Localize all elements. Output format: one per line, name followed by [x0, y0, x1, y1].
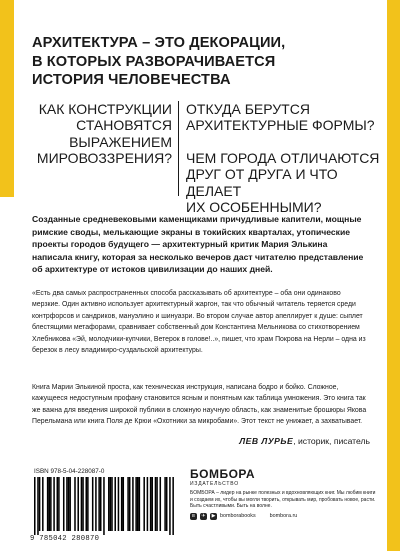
barcode-bar: [118, 477, 120, 531]
review-quote: «Есть два самых распространенных способа рассказывать об архитектуре – оба они одинаково мерзкие. Один активно использует архитектурный жаргон, так что обычный читатель теряется среди контрфорсов и сандриков, мануэлино и шинуазри. Во втором случае автор апеллирует к душе: сыплет блестящими метафорами, сравнивает собственный дом Константина Мельникова со стихотворением Хлебникова «Эй, молодчики-купчики, Ветерок в голове!..», пишет, что храм Покрова на Нерли – одна из березок в лесу владимиро-суздальской архитектуры.: [32, 290, 366, 355]
accent-bar-bottom-right: [387, 197, 400, 551]
barcode-bar: [166, 477, 168, 531]
barcode-bar: [68, 477, 70, 531]
author-role: , историк, писатель: [293, 436, 370, 446]
barcode-bar: [114, 477, 116, 531]
barcode-bar: [103, 477, 105, 535]
question-left: [32, 101, 172, 167]
isbn-label: ISBN 978-5-04-228087-0: [34, 468, 105, 475]
publisher-logo: БОМБОРА: [190, 467, 256, 481]
barcode-bar: [95, 477, 97, 531]
barcode-bar: [81, 477, 83, 531]
barcode-bar: [164, 477, 166, 531]
barcode-bar: [47, 477, 49, 531]
intro-paragraph: Созданные средневековыми каменщиками причудливые капители, мощные римские своды, мелькающие экраны в токийских кварталах, утопические проекты городов будущего — архитектурный критик Мария Элькина написала книгу, которая за несколько вечеров даст читателю представление об архитектуре от истоков цивилизации до наших дней.: [32, 214, 364, 275]
barcode-bar: [37, 477, 39, 535]
question-line: КАК КОНСТРУКЦИИ: [38, 101, 172, 117]
publisher-description: БОМБОРА – лидер на рынке полезных и вдохновляющих книг. Мы любим книги и создаем их, чтобы вы могли творить, открывать мир, пробовать новое, расти. Быть счастливыми. Быть на волне.: [190, 490, 376, 510]
headline-line: В КОТОРЫХ РАЗВОРАЧИВАЕТСЯ: [32, 53, 276, 70]
isbn-block: [30, 468, 178, 546]
publisher-social: [190, 513, 376, 520]
headline-line: АРХИТЕКТУРА – ЭТО ДЕКОРАЦИИ,: [32, 35, 286, 51]
barcode-bar: [123, 477, 125, 531]
barcode-digits: 9 785042 280870: [30, 535, 100, 543]
barcode-bar: [169, 477, 171, 535]
barcode-bar: [110, 477, 112, 531]
barcode-bar: [156, 477, 158, 531]
telegram-icon: ✈: [201, 512, 206, 519]
barcode-bar: [57, 477, 59, 531]
barcode-bar: [132, 477, 134, 531]
barcode-bar: [151, 477, 153, 531]
barcode-bar: [121, 477, 123, 531]
barcode-bar: [129, 477, 131, 531]
barcode-bar: [139, 477, 141, 531]
barcode-bar: [127, 477, 129, 531]
barcode-bar: [77, 477, 79, 531]
barcode-bar: [98, 477, 100, 531]
barcode-bar: [66, 477, 68, 531]
barcode-bar: [135, 477, 137, 531]
publisher-block: [190, 468, 376, 520]
accent-bar-left: [0, 0, 14, 197]
barcode-bar: [48, 477, 50, 531]
barcode-bar: [150, 477, 152, 531]
vk-icon: в: [190, 513, 197, 520]
barcode-bar: [85, 477, 87, 531]
barcode-bar: [53, 477, 55, 531]
author-name: ЛЕВ ЛУРЬЕ: [239, 436, 294, 446]
question-line: ВЫРАЖЕНИЕМ: [69, 133, 172, 150]
barcode-bar: [82, 477, 84, 531]
publisher-site: bombora.ru: [269, 513, 298, 520]
barcode-bar: [58, 477, 60, 531]
barcode-bar: [42, 477, 44, 531]
barcode-bar: [92, 477, 94, 531]
headline: [32, 34, 362, 90]
question-line: АРХИТЕКТУРНЫЕ ФОРМЫ?: [186, 117, 375, 134]
barcode-bar: [39, 477, 41, 531]
question-right-1: [186, 101, 386, 134]
question-line: ЧЕМ ГОРОДА ОТЛИЧАЮТСЯ: [186, 150, 380, 166]
barcode-bar: [137, 477, 139, 531]
barcode-bar: [34, 477, 36, 535]
barcode-bar: [143, 477, 145, 531]
question-line: СТАНОВЯТСЯ: [76, 117, 172, 134]
barcode-bar: [147, 477, 149, 531]
headline-line: ИСТОРИЯ ЧЕЛОВЕЧЕСТВА: [32, 72, 231, 88]
barcode-bar: [160, 477, 162, 531]
barcode-bar: [63, 477, 65, 531]
accent-bar-right: [387, 0, 400, 197]
question-right-2: [186, 150, 386, 216]
social-handle: bomborabooks: [220, 513, 256, 520]
barcode-bar: [74, 477, 76, 531]
barcode-bar: [155, 477, 157, 531]
question-line: ОТКУДА БЕРУТСЯ: [186, 101, 310, 117]
question-line: ДРУГ ОТ ДРУГА И ЧТО ДЕЛАЕТ: [186, 166, 338, 199]
question-line: МИРОВОЗЗРЕНИЯ?: [36, 150, 172, 167]
publisher-logo-sub: ИЗДАТЕЛЬСТВО: [190, 481, 239, 487]
barcode-bar: [69, 477, 71, 531]
question-line: ИХ ОСОБЕННЫМИ?: [186, 199, 322, 216]
barcode: [34, 477, 174, 535]
youtube-icon: ▶: [211, 512, 216, 519]
barcode-bar: [111, 477, 113, 531]
barcode-bar: [100, 477, 102, 531]
review-author: [239, 436, 370, 446]
barcode-bar: [50, 477, 52, 531]
question-divider: [178, 101, 179, 196]
barcode-bar: [172, 477, 174, 535]
barcode-bar: [87, 477, 89, 531]
review-paragraph: Книга Марии Элькиной проста, как техническая инструкция, написана бодро и бойко. Сложное, кажущееся недоступным профану становится ясным и понятным как таблица умножения. Это книга так же важна для введения широкой публики в сложную научную область, как знаменитые брошюры Якова Перельмана или книга Поля де Крюи «Охотники за микробами». Этот текст не унижает, а захватывает.: [32, 384, 367, 426]
barcode-bar: [108, 477, 110, 531]
